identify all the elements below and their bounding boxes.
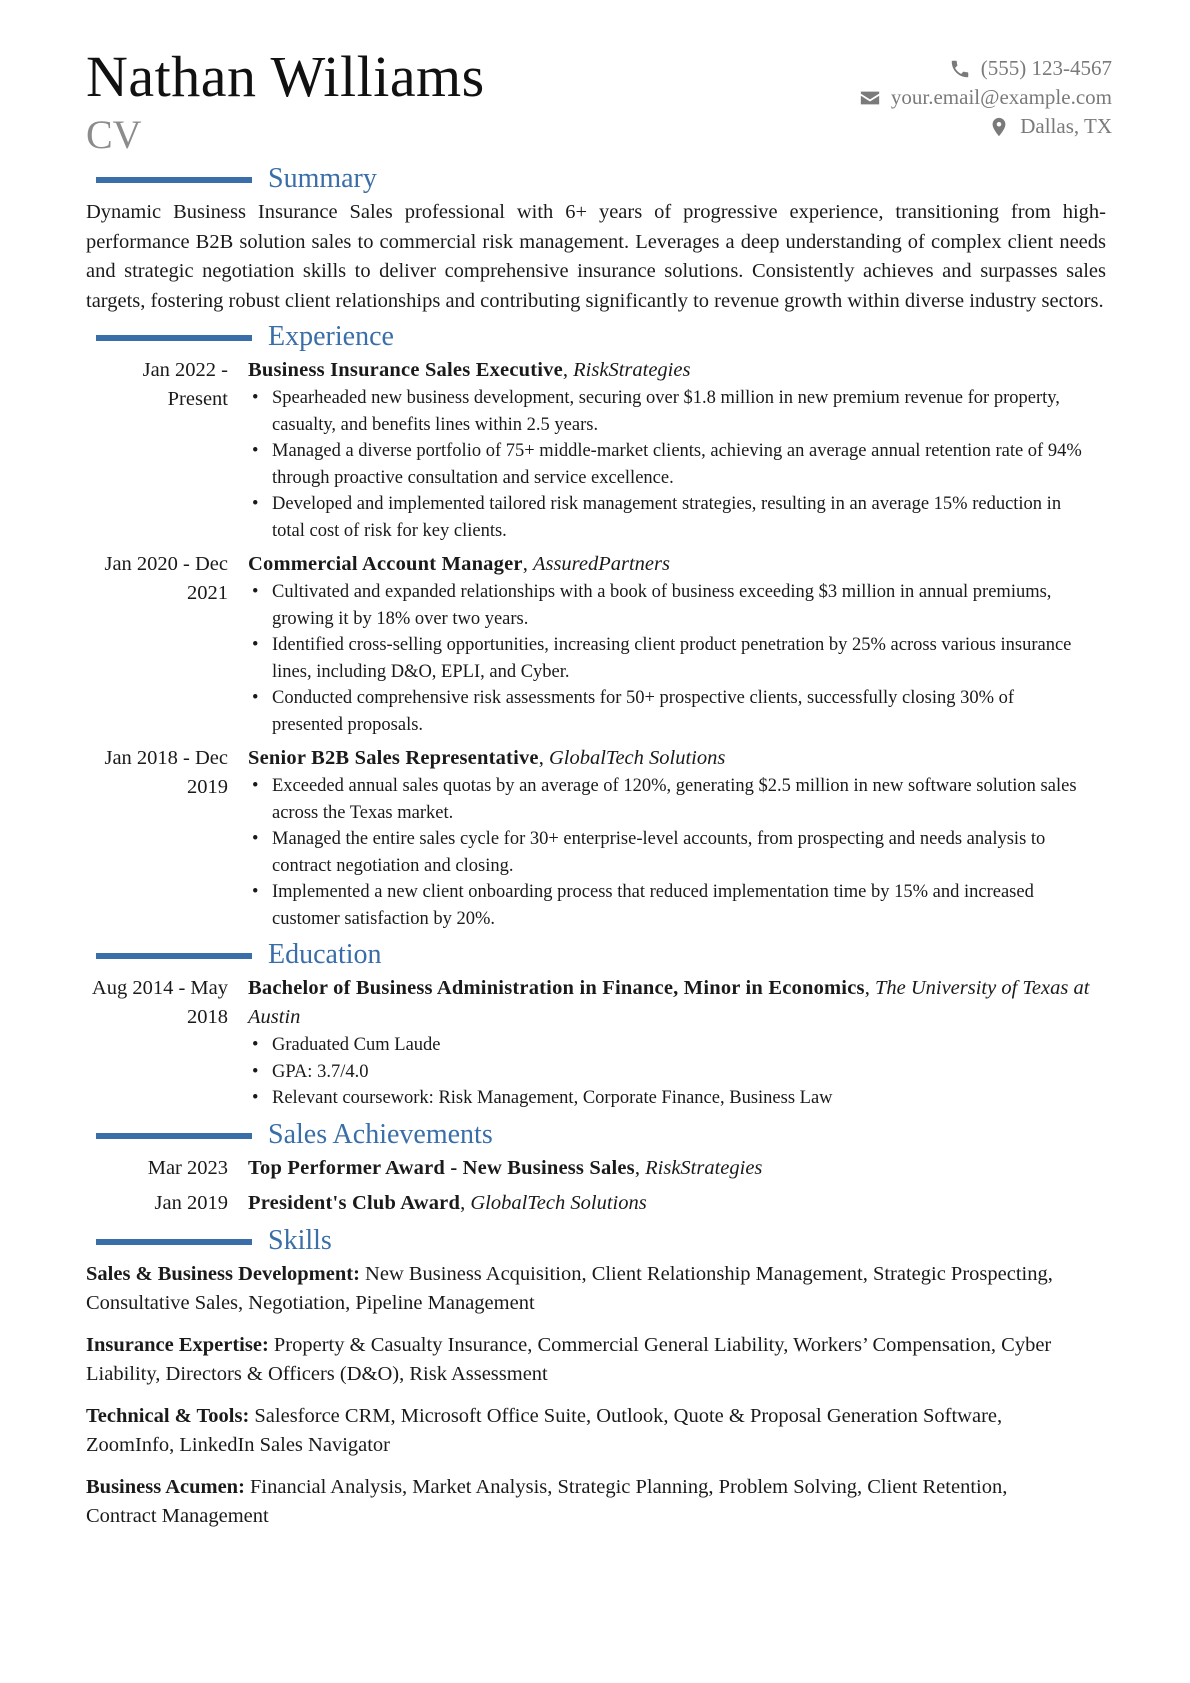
section-experience-heading xyxy=(86,320,1112,356)
section-title: Experience xyxy=(268,321,394,352)
entry-heading: Senior B2B Sales Representative, GlobalTech Solutions xyxy=(248,747,726,769)
experience-entry xyxy=(86,744,1112,932)
entry-bullets xyxy=(248,385,1112,544)
entry-org: AssuredPartners xyxy=(532,553,670,575)
section-education-heading xyxy=(86,938,1112,974)
entry-role: President's Club Award xyxy=(248,1191,461,1214)
person-name: Nathan Williams xyxy=(86,44,485,109)
entry-org: GlobalTech Solutions xyxy=(548,747,726,769)
bullet-item: • Managed the entire sales cycle for 30+ enterprise-level accounts, from prospecting and needs analysis to contract negotiation and closing. xyxy=(248,826,1112,879)
entry-org: GlobalTech Solutions xyxy=(470,1191,647,1214)
bullet-item: • Relevant coursework: Risk Management, Corporate Finance, Business Law xyxy=(248,1085,1112,1112)
bullet-item: • GPA: 3.7/4.0 xyxy=(248,1059,1112,1086)
phone-icon xyxy=(949,58,971,80)
contact-location xyxy=(859,112,1112,141)
entry-role: Senior B2B Sales Representative xyxy=(248,747,539,769)
location-text: Dallas, TX xyxy=(1020,114,1112,138)
skill-text: Property & Casualty Insurance, Commercial General Liability, Workers’ Compensation, Cyber Liability, Directors & Officers (D&O), Risk Assessment xyxy=(86,1333,1052,1385)
bullet-item: • Implemented a new client onboarding process that reduced implementation time by 15% and increased customer satisfaction by 20%. xyxy=(248,879,1112,932)
section-summary-heading xyxy=(86,162,1112,198)
skill-label: Technical & Tools: xyxy=(86,1404,250,1427)
bullet-item: • Exceeded annual sales quotas by an average of 120%, generating $2.5 million in new software solution sales across the Texas market. xyxy=(248,773,1112,826)
skill-label: Business Acumen: xyxy=(86,1475,245,1498)
entry-role: Top Performer Award - New Business Sales xyxy=(248,1156,635,1179)
section-achievements-heading xyxy=(86,1118,1112,1154)
entry-heading: Bachelor of Business Administration in Finance, Minor in Economics, The University of Texas at Austin xyxy=(248,977,1090,1028)
entry-heading: Business Insurance Sales Executive, RiskStrategies xyxy=(248,359,691,381)
email-address[interactable]: your.email@example.com xyxy=(890,85,1112,109)
entry-date: Jan 2022 - Present xyxy=(142,359,228,410)
phone-number[interactable]: (555) 123-4567 xyxy=(980,56,1112,80)
entry-org: The University of Texas at Austin xyxy=(248,977,1090,1028)
achievement-entry xyxy=(86,1189,1112,1218)
bullet-item: • Spearheaded new business development, securing over $1.8 million in new premium revenue for property, casualty, and benefits lines within 2.5 years. xyxy=(248,385,1112,438)
entry-heading: President's Club Award, GlobalTech Solutions xyxy=(248,1191,647,1214)
section-bar xyxy=(96,177,252,183)
experience-entry xyxy=(86,550,1112,738)
experience-entry xyxy=(86,356,1112,544)
entry-date: Aug 2014 - May 2018 xyxy=(91,977,228,1028)
cv-page xyxy=(86,40,1112,1544)
map-pin-icon xyxy=(988,116,1010,138)
entry-date: Jan 2019 xyxy=(154,1191,228,1214)
bullet-item: • Developed and implemented tailored risk management strategies, resulting in an average 15% reduction in total cost of risk for key clients. xyxy=(248,491,1112,544)
entry-heading: Commercial Account Manager, AssuredPartners xyxy=(248,553,670,575)
skill-group xyxy=(86,1331,1112,1389)
entry-heading: Top Performer Award - New Business Sales, RiskStrategies xyxy=(248,1156,763,1179)
entry-date: Jan 2018 - Dec 2019 xyxy=(104,747,228,798)
section-title: Sales Achievements xyxy=(268,1118,493,1150)
section-title: Education xyxy=(268,939,382,970)
entry-org: RiskStrategies xyxy=(573,359,691,381)
bullet-item: • Cultivated and expanded relationships with a book of business exceeding $3 million in annual premiums, growing it by 18% over two years. xyxy=(248,579,1112,632)
skill-label: Insurance Expertise: xyxy=(86,1333,269,1356)
skill-label: Sales & Business Development: xyxy=(86,1262,360,1285)
cv-header xyxy=(86,40,1112,158)
education-entry xyxy=(86,974,1112,1112)
bullet-item: • Identified cross-selling opportunities, increasing client product penetration by 25% across various insurance lines, including D&O, EPLI, and Cyber. xyxy=(248,632,1112,685)
entry-org: RiskStrategies xyxy=(645,1156,763,1179)
skill-group xyxy=(86,1260,1112,1318)
entry-bullets xyxy=(248,579,1112,738)
contact-email xyxy=(859,83,1112,112)
contact-block xyxy=(859,54,1112,141)
entry-bullets xyxy=(248,1032,1112,1112)
bullet-item: • Conducted comprehensive risk assessments for 50+ prospective clients, successfully closing 30% of presented proposals. xyxy=(248,685,1112,738)
bullet-item: • Managed a diverse portfolio of 75+ middle-market clients, achieving an average annual retention rate of 94% through proactive consultation and service excellence. xyxy=(248,438,1112,491)
entry-role: Bachelor of Business Administration in Finance, Minor in Economics xyxy=(248,977,865,999)
section-skills-heading xyxy=(86,1224,1112,1260)
section-bar xyxy=(96,1239,252,1245)
section-title: Summary xyxy=(268,163,377,194)
bullet-item: • Graduated Cum Laude xyxy=(248,1032,1112,1059)
entry-date: Mar 2023 xyxy=(147,1156,228,1179)
skill-text: Financial Analysis, Market Analysis, Strategic Planning, Problem Solving, Client Retention, Contract Management xyxy=(86,1475,1008,1527)
entry-role: Commercial Account Manager xyxy=(248,553,523,575)
entry-date: Jan 2020 - Dec 2021 xyxy=(104,553,228,604)
skill-text: New Business Acquisition, Client Relationship Management, Strategic Prospecting, Consultative Sales, Negotiation, Pipeline Management xyxy=(86,1262,1053,1314)
summary-text: Dynamic Business Insurance Sales professional with 6+ years of progressive experience, transitioning from high-performance B2B solution sales to commercial risk management. Leverages a deep understanding of complex client needs and strategic negotiation skills to deliver comprehensive insurance solutions. Consistently achieves and surpasses sales targets, fostering robust client relationships and contributing significantly to revenue growth within diverse industry sectors. xyxy=(86,201,1106,312)
skill-text: Salesforce CRM, Microsoft Office Suite, Outlook, Quote & Proposal Generation Software, ZoomInfo, LinkedIn Sales Navigator xyxy=(86,1404,1003,1456)
entry-bullets xyxy=(248,773,1112,932)
section-bar xyxy=(96,1133,252,1139)
section-title: Skills xyxy=(268,1224,332,1256)
contact-phone xyxy=(859,54,1112,83)
document-subtitle: CV xyxy=(86,112,142,157)
skill-group xyxy=(86,1402,1112,1460)
section-bar xyxy=(96,335,252,341)
achievement-entry xyxy=(86,1154,1112,1183)
skill-group xyxy=(86,1473,1112,1531)
envelope-icon xyxy=(859,87,881,109)
section-bar xyxy=(96,953,252,959)
entry-role: Business Insurance Sales Executive xyxy=(248,359,563,381)
